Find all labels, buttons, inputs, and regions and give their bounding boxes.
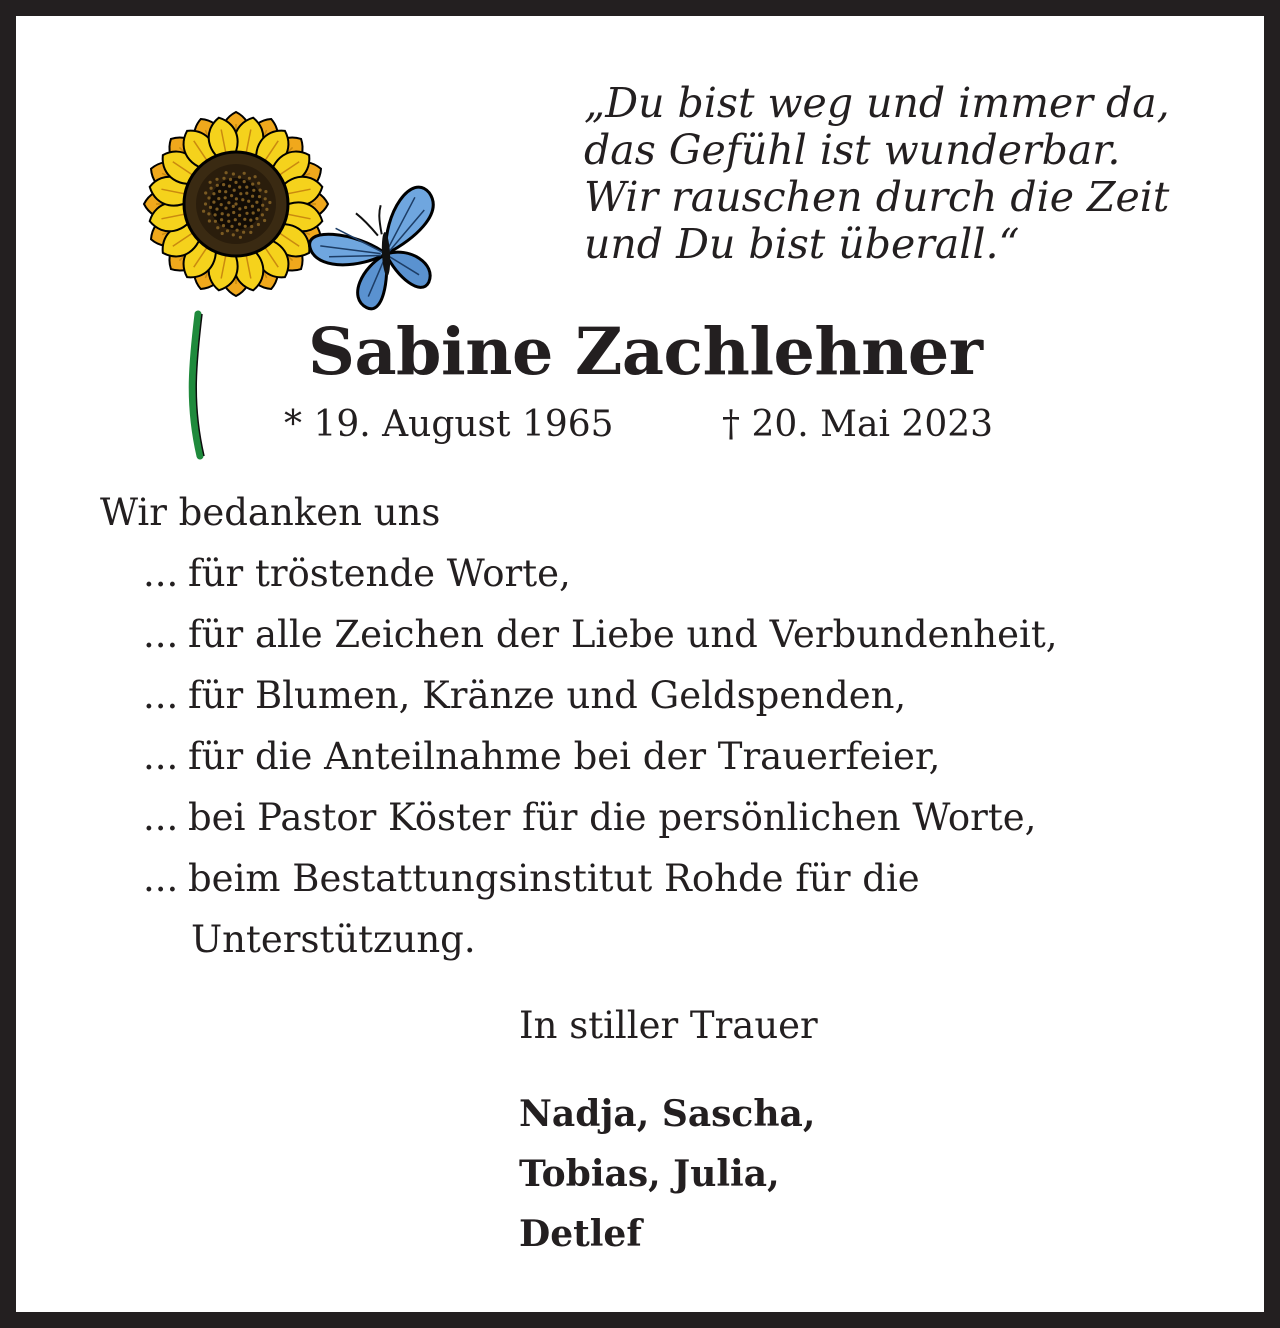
family-line: Nadja, Sascha,	[519, 1093, 816, 1135]
seed	[234, 202, 237, 205]
ellipsis: ...	[143, 857, 179, 900]
seed	[243, 172, 246, 175]
seed	[236, 229, 239, 232]
seed	[215, 178, 218, 181]
seed	[245, 192, 248, 195]
seed	[228, 185, 231, 188]
seed	[265, 208, 268, 211]
seed	[261, 213, 264, 216]
seed	[251, 205, 254, 208]
seed	[216, 226, 219, 229]
seed	[209, 206, 212, 209]
seed	[221, 232, 224, 235]
seed	[227, 220, 230, 223]
death-date: † 20. Mai 2023	[722, 404, 994, 445]
quote-line: Wir rauschen durch die Zeit	[584, 173, 1170, 221]
seed	[232, 233, 235, 236]
thanks-item-text: für die Anteilnahme bei der Trauerfeier,	[188, 735, 941, 778]
seed	[222, 177, 225, 180]
seed	[238, 214, 241, 217]
seed	[209, 181, 212, 184]
seed	[222, 183, 225, 186]
seed	[251, 183, 254, 186]
seed	[204, 191, 207, 194]
quote-line: und Du bist überall.“	[584, 220, 1020, 268]
seed	[257, 182, 260, 185]
thanks-item	[100, 665, 1057, 726]
seed	[235, 197, 238, 200]
thanks-item	[100, 787, 1057, 848]
seed	[230, 194, 233, 197]
seed	[204, 202, 207, 205]
seed	[250, 225, 253, 228]
seed	[255, 217, 258, 220]
seed	[216, 184, 219, 187]
seed	[248, 177, 251, 180]
seed	[249, 219, 252, 222]
seed	[225, 171, 228, 174]
seed	[214, 213, 217, 216]
seed	[239, 236, 242, 239]
seed	[221, 212, 224, 215]
seed	[232, 205, 235, 208]
seed	[251, 195, 254, 198]
deceased-name: Sabine Zachlehner	[308, 314, 983, 390]
family-line: Detlef	[519, 1213, 642, 1255]
seed	[232, 211, 235, 214]
seed	[238, 207, 241, 210]
family-names	[519, 1084, 815, 1264]
obituary-card	[16, 16, 1264, 1312]
ellipsis: ...	[143, 674, 179, 717]
seed	[224, 190, 227, 193]
seed	[264, 190, 267, 193]
seed	[238, 223, 241, 226]
seed	[222, 224, 225, 227]
thanks-item	[100, 726, 1057, 787]
thanks-item-text: für alle Zeichen der Liebe und Verbundenheit,	[188, 613, 1058, 656]
ellipsis: ...	[143, 735, 179, 778]
seed	[252, 211, 255, 214]
seed	[234, 181, 237, 184]
seed	[238, 186, 241, 189]
seed	[224, 207, 227, 210]
thanks-item	[100, 604, 1057, 665]
seed	[218, 190, 221, 193]
seed	[220, 218, 223, 221]
seed	[254, 175, 257, 178]
seed	[268, 201, 271, 204]
life-dates	[284, 404, 994, 445]
thanks-intro: Wir bedanken uns	[100, 491, 441, 534]
seed	[252, 189, 255, 192]
seed	[212, 201, 215, 204]
seed	[232, 172, 235, 175]
seed	[243, 218, 246, 221]
quote-line: „Du bist weg und immer da,	[584, 79, 1170, 127]
seed	[249, 231, 252, 234]
signoff: In stiller Trauer	[519, 1004, 818, 1047]
ellipsis: ...	[143, 796, 179, 839]
seed	[220, 203, 223, 206]
birth-date: * 19. August 1965	[284, 404, 614, 445]
seed	[257, 208, 260, 211]
seed	[244, 225, 247, 228]
seed	[263, 219, 266, 222]
seed	[245, 212, 248, 215]
quote	[584, 80, 1224, 268]
thanks-item-text: bei Pastor Köster für die persönlichen Worte,	[188, 796, 1037, 839]
seed	[243, 180, 246, 183]
family-line: Tobias, Julia,	[519, 1153, 780, 1195]
thanks-item-text: beim Bestattungsinstitut Rohde für die	[188, 857, 920, 900]
seed	[224, 196, 227, 199]
seed	[202, 210, 205, 213]
seed	[227, 201, 230, 204]
seed	[227, 213, 230, 216]
thanks-continuation: Unterstützung.	[191, 918, 476, 961]
seed	[255, 201, 258, 204]
seed	[241, 198, 244, 201]
seed	[208, 219, 211, 222]
seed	[244, 206, 247, 209]
seed	[259, 189, 262, 192]
seed	[233, 189, 236, 192]
seed	[214, 220, 217, 223]
seed	[215, 208, 218, 211]
thanks-text	[100, 482, 1057, 970]
seed	[229, 178, 232, 181]
thanks-item	[100, 848, 1057, 909]
seed	[238, 176, 241, 179]
seed	[234, 218, 237, 221]
seed	[239, 192, 242, 195]
seed	[226, 229, 229, 232]
seed	[207, 196, 210, 199]
seed	[257, 223, 260, 226]
thanks-item	[100, 543, 1057, 604]
seed	[242, 231, 245, 234]
seed	[247, 200, 250, 203]
ellipsis: ...	[143, 613, 179, 656]
seed	[217, 197, 220, 200]
seed	[261, 204, 264, 207]
thanks-item-text: für tröstende Worte,	[188, 552, 571, 595]
seed	[230, 225, 233, 228]
seed	[207, 212, 210, 215]
quote-line: das Gefühl ist wunderbar.	[584, 126, 1121, 174]
seed	[210, 187, 213, 190]
thanks-item-text: für Blumen, Kränze und Geldspenden,	[188, 674, 907, 717]
seed	[212, 192, 215, 195]
seed	[258, 195, 261, 198]
ellipsis: ...	[143, 552, 179, 595]
seed	[245, 186, 248, 189]
seed	[264, 197, 267, 200]
